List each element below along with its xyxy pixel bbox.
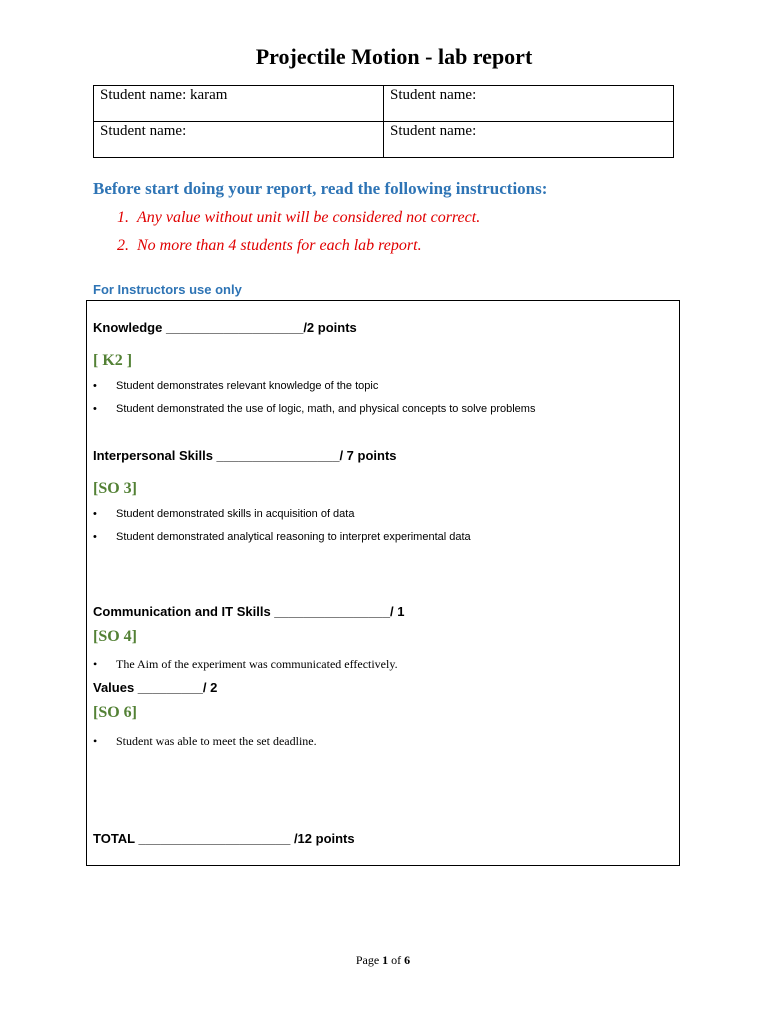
total-pages: 6 [404, 953, 411, 967]
bullet-icon: • [93, 531, 97, 543]
bullet-icon: • [93, 657, 98, 671]
values-code: [SO 6] [93, 704, 137, 721]
instruction-number: 2. [117, 237, 129, 254]
instruction-text: No more than 4 students for each lab report. [137, 237, 422, 254]
student-names-table [93, 85, 674, 158]
instruction-number: 1. [117, 209, 129, 226]
bullet-icon: • [93, 380, 97, 392]
knowledge-code: [ K2 ] [93, 352, 133, 369]
instruction-item [117, 237, 422, 255]
total-line: TOTAL _____________________ /12 points [93, 831, 355, 846]
student-name-cell: Student name: [384, 86, 674, 122]
current-page: 1 [382, 953, 389, 967]
bullet-icon: • [93, 508, 97, 520]
page-footer: Page 1 of 6 [355, 953, 411, 967]
student-name-cell: Student name: [94, 122, 384, 158]
bullet-icon: • [93, 403, 97, 415]
document-title: Projectile Motion - lab report [255, 44, 533, 69]
instruction-text: Any value without unit will be considered not correct. [137, 209, 481, 226]
instruction-item [117, 209, 480, 227]
bullet-icon: • [93, 734, 98, 748]
communication-title: Communication and IT Skills ________________/ 1 [93, 604, 405, 619]
knowledge-title: Knowledge ___________________/2 points [93, 320, 357, 335]
instructions-heading: Before start doing your report, read the following instructions: [93, 179, 548, 198]
student-name-cell: Student name: [384, 122, 674, 158]
instructors-only-label: For Instructors use only [93, 282, 242, 297]
student-name-cell: Student name: karam [94, 86, 384, 122]
interpersonal-title: Interpersonal Skills _________________/ 7 points [93, 448, 397, 463]
values-title: Values _________/ 2 [93, 680, 218, 695]
communication-code: [SO 4] [93, 628, 137, 645]
table-row [94, 86, 674, 122]
interpersonal-code: [SO 3] [93, 480, 137, 497]
table-row [94, 122, 674, 158]
